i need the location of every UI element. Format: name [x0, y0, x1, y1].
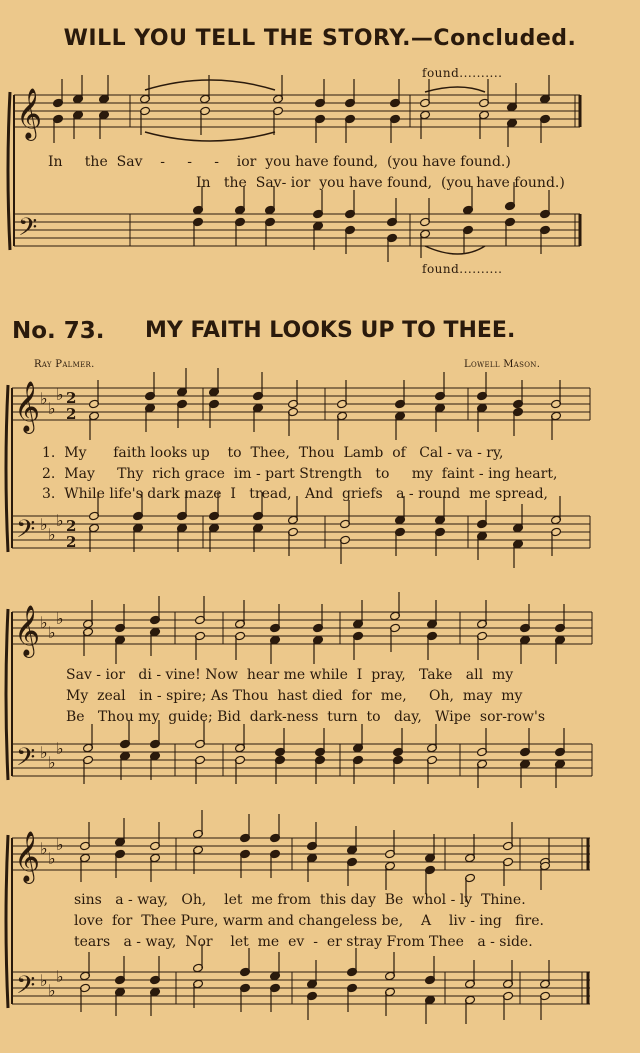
svg-text:♭: ♭ [40, 515, 48, 534]
part1-lyric-2: In the Sav- ior you have found, (you have found.) [196, 175, 565, 191]
cue-found-bottom: found.......... [422, 262, 503, 276]
svg-text:♭: ♭ [56, 739, 64, 758]
part1-title: WILL YOU TELL THE STORY.—Concluded. [63, 26, 577, 51]
svg-text:2: 2 [66, 533, 77, 551]
music-credit: Lowell Mason. [464, 359, 541, 370]
svg-text:♭: ♭ [40, 839, 48, 858]
verse-line-s2-2: My zeal in - spire; As Thou hast died for me, Oh, may my [66, 688, 523, 704]
verse-line-s2-1: Sav - ior di - vine! Now hear me while I pray, Take all my [66, 667, 514, 683]
svg-text:𝄢: 𝄢 [16, 743, 36, 778]
treble-clef-icon: 𝄞 [16, 88, 43, 139]
verse-line-s3-1: sins a - way, Oh, let me from this day Be whol - ly Thine. [74, 892, 526, 908]
svg-text:♭: ♭ [48, 623, 56, 642]
svg-text:♭: ♭ [48, 849, 56, 868]
svg-text:2: 2 [66, 389, 77, 407]
svg-text:𝄞: 𝄞 [14, 605, 41, 656]
svg-text:♭: ♭ [48, 753, 56, 772]
verse-line-s1-1: 1. My faith looks up to Thee, Thou Lamb of Cal - va - ry, [42, 445, 504, 461]
verse-line-s3-2: love for Thee Pure, warm and changeless be, A liv - ing fire. [74, 913, 544, 929]
verse-line-s1-3: 3. While life's dark maze I tread, And griefs a - round me spread, [42, 486, 548, 502]
staff-3-bass [12, 972, 590, 1004]
svg-text:♭: ♭ [48, 525, 56, 544]
verse-line-s1-2: 2. May Thy rich grace im - part Strength to my faint - ing heart, [42, 466, 558, 482]
notes-group [53, 75, 566, 1024]
svg-text:♭: ♭ [40, 971, 48, 990]
words-credit: Ray Palmer. [34, 359, 95, 370]
staff-3-treble [12, 838, 590, 870]
svg-text:♭: ♭ [40, 613, 48, 632]
cue-found-top: found.......... [422, 66, 503, 80]
svg-text:𝄢: 𝄢 [16, 515, 36, 550]
svg-text:♭: ♭ [56, 967, 64, 986]
staff-a-bass [14, 214, 580, 246]
svg-text:♭: ♭ [56, 835, 64, 854]
part1-lyric-1: In the Sav - - - ior you have found, (you have found.) [48, 154, 511, 170]
bass-clef-icon: 𝄢 [18, 213, 38, 248]
hymn-number: No. 73. [12, 318, 105, 344]
svg-text:♭: ♭ [48, 399, 56, 418]
staff-2-treble [12, 612, 592, 644]
svg-text:𝄞: 𝄞 [14, 831, 41, 882]
staff-2-bass [12, 744, 592, 776]
svg-text:♭: ♭ [48, 981, 56, 1000]
staff-a-treble [14, 95, 580, 127]
svg-text:2: 2 [66, 405, 77, 423]
svg-text:𝄞: 𝄞 [14, 381, 41, 432]
verse-line-s2-3: Be Thou my guide; Bid dark-ness turn to day, Wipe sor-row's [66, 709, 546, 725]
hymn-title: MY FAITH LOOKS UP TO THEE. [145, 318, 516, 343]
staff-1-bass [12, 516, 590, 548]
svg-text:𝄢: 𝄢 [16, 971, 36, 1006]
svg-text:♭: ♭ [40, 389, 48, 408]
svg-text:♭: ♭ [40, 743, 48, 762]
svg-text:♭: ♭ [56, 609, 64, 628]
svg-text:♭: ♭ [56, 511, 64, 530]
verse-line-s3-3: tears a - way, Nor let me ev - er stray From Thee a - side. [74, 934, 533, 950]
svg-text:2: 2 [66, 517, 77, 535]
svg-text:♭: ♭ [56, 385, 64, 404]
